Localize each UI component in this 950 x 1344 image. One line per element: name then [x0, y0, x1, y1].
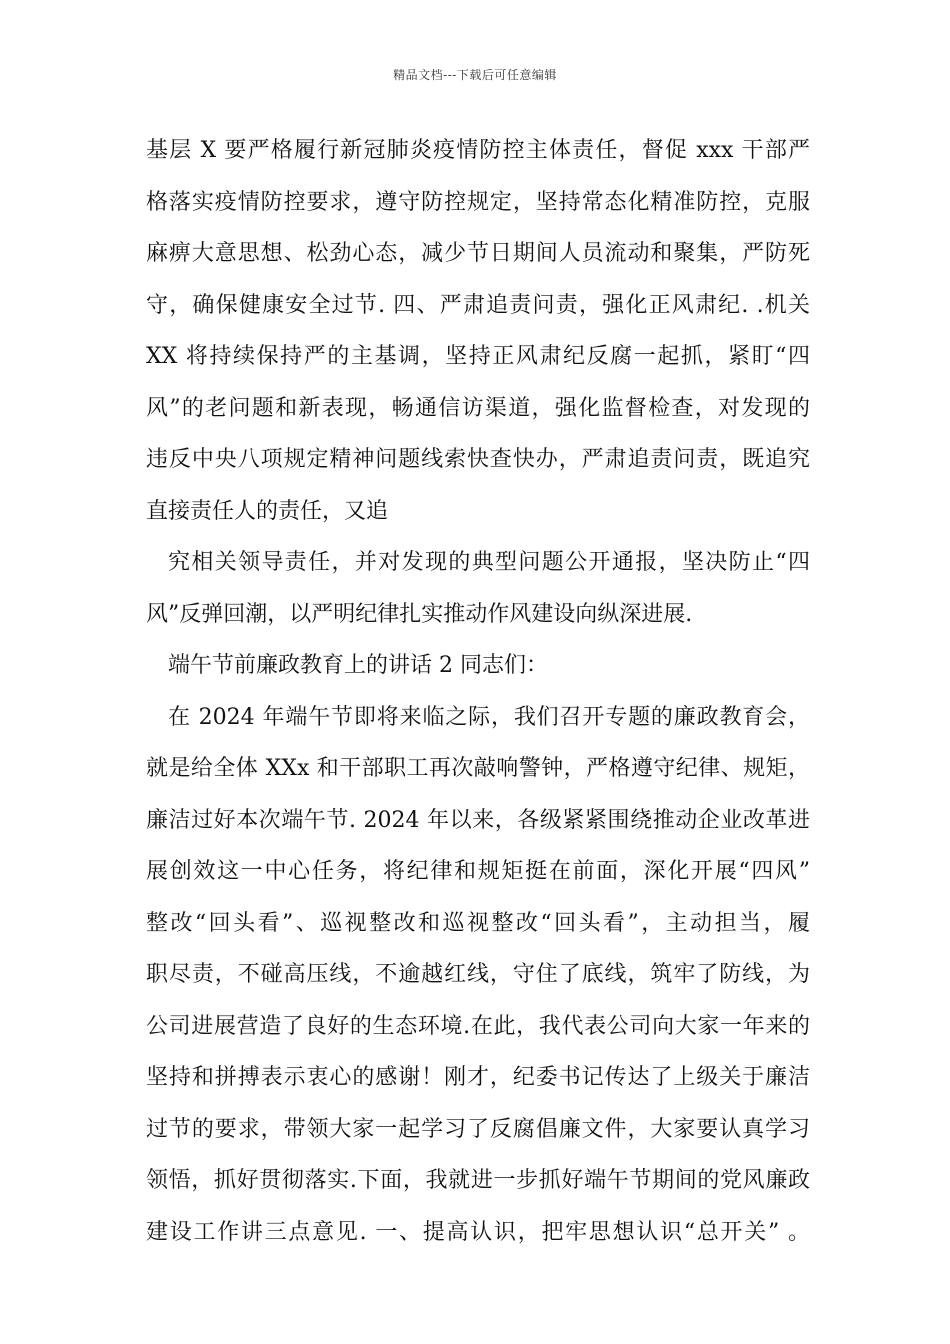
text-line: 格落实疫情防控要求，遵守防控规定，坚持常态化精准防控，克服: [146, 189, 810, 215]
text-line: 风”反弹回潮，以严明纪律扎实推动作风建设向纵深进展.: [146, 601, 693, 627]
text-line: 直接责任人的责任，又追: [146, 498, 389, 524]
text-line: 展创效这一中心任务，将纪律和规矩挺在前面，深化开展“四风”: [146, 859, 810, 884]
text-line: 廉洁过好本次端午节. 2024 年以来，各级紧紧围绕推动企业改革进: [146, 807, 810, 833]
text-line: 风”的老问题和新表现，畅通信访渠道，强化监督检查，对发现的: [146, 395, 810, 421]
text-line: 就是给全体 XXx 和干部职工再次敲响警钟，严格遵守纪律、规矩，: [146, 756, 810, 781]
text-line: XX 将持续保持严的主基调，坚持正风肃纪反腐一起抓，紧盯“四: [146, 344, 810, 369]
page-header: 精品文档---下载后可任意编辑: [393, 68, 557, 82]
section-heading: 端午节前廉政教育上的讲话 2 同志们：: [168, 653, 548, 678]
text-line: 麻痹大意思想、松劲心态，减少节日期间人员流动和聚集，严防死: [146, 241, 810, 266]
text-line: 违反中央八项规定精神问题线索快查快办，严肃追责问责，既追究: [146, 447, 810, 472]
text-line: 公司进展营造了良好的生态环境.在此，我代表公司向大家一年来的: [146, 1013, 810, 1039]
text-line: 在 2024 年端午节即将来临之际，我们召开专题的廉政教育会，: [168, 704, 810, 730]
document-body: [146, 136, 810, 1269]
text-line: 究相关领导责任，并对发现的典型问题公开通报，坚决防止“四: [168, 550, 810, 575]
text-line: 基层 X 要严格履行新冠肺炎疫情防控主体责任，督促 xxx 干部严: [146, 138, 810, 163]
text-line: 职尽责，不碰高压线，不逾越红线，守住了底线，筑牢了防线，为: [146, 962, 810, 987]
text-line: 守，确保健康安全过节. 四、严肃追责问责，强化正风肃纪. .机关: [146, 292, 810, 318]
text-line: 领悟，抓好贯彻落实.下面，我就进一步抓好端午节期间的党风廉政: [146, 1168, 810, 1193]
text-line: 过节的要求，带领大家一起学习了反腐倡廉文件，大家要认真学习: [146, 1116, 810, 1142]
text-line: 建设工作讲三点意见. 一、提高认识，把牢思想认识“总开关” 。: [146, 1219, 810, 1245]
text-line: 坚持和拼搏表示衷心的感谢！刚才，纪委书记传达了上级关于廉洁: [146, 1065, 810, 1090]
text-line: 整改“回头看”、巡视整改和巡视整改“回头看”，主动担当，履: [146, 910, 810, 936]
